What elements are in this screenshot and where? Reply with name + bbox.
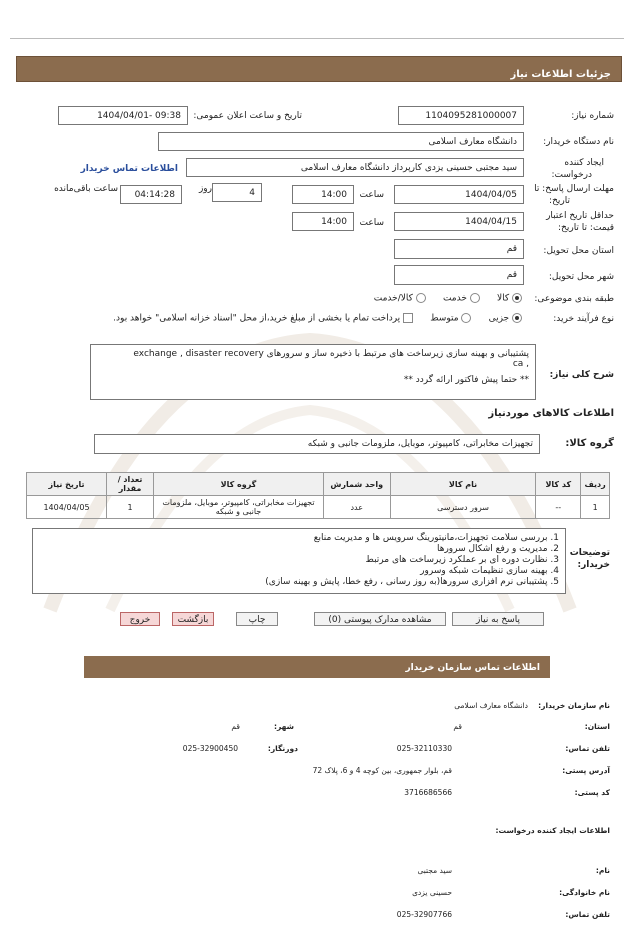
need-number-field: 1104095281000007 <box>398 106 524 125</box>
need-number-label: شماره نیاز: <box>571 111 614 121</box>
validity-date-field: 1404/04/15 <box>394 212 524 231</box>
creator-field: سید مجتبی حسینی یزدی کارپرداز دانشگاه معارف اسلامی <box>186 158 524 177</box>
radio-goods[interactable] <box>512 293 522 303</box>
contact-fax: 025-32900450 <box>182 744 238 753</box>
view-attachments-button[interactable]: مشاهده مدارک پیوستی (0) <box>314 612 446 626</box>
radio-goods-service[interactable] <box>416 293 426 303</box>
days-field: 4 <box>212 183 262 202</box>
day-label: روز <box>198 184 212 194</box>
goods-group-label: گروه کالا: <box>565 438 614 449</box>
col-code: کد کالا <box>536 473 581 496</box>
description-box <box>90 344 536 400</box>
radio-goods-service-label: کالا/خدمت <box>373 293 413 304</box>
respond-button[interactable]: پاسخ به نیاز <box>452 612 544 626</box>
cell-date: 1404/04/05 <box>27 496 107 519</box>
description-line-1: پشتیبانی و بهینه سازی زیرساخت های مرتبط با ذخیره ساز و سرورهای exchange , disaster recovery <box>133 349 529 359</box>
buyer-note-1: 1. بررسی سلامت تجهیزات،مانیتورینگ سرویس ها و مدیریت منابع <box>313 533 559 543</box>
announce-label: تاریخ و ساعت اعلان عمومی: <box>193 111 302 121</box>
col-row: ردیف <box>581 473 610 496</box>
contact-address-label: آدرس پستی: <box>562 766 610 775</box>
buyer-org-field: دانشگاه معارف اسلامی <box>158 132 524 151</box>
creator-family-label: نام خانوادگی: <box>559 888 610 897</box>
description-label: شرح کلی نیاز: <box>549 370 614 380</box>
contact-phone-label: تلفن تماس: <box>565 744 610 753</box>
creator-name-label: نام: <box>595 866 610 875</box>
announce-field: 1404/04/01- 09:38 <box>58 106 188 125</box>
deadline-label-1: مهلت ارسال پاسخ: تا <box>534 184 614 194</box>
goods-table <box>26 472 610 519</box>
radio-service-label: خدمت <box>442 293 467 304</box>
radio-partial-label: جزیی <box>488 313 510 324</box>
back-button[interactable]: بازگشت <box>172 612 214 626</box>
contact-postal-label: کد پستی: <box>574 788 610 797</box>
city-field: قم <box>394 265 524 285</box>
buyer-note-3: 3. نظارت دوره ای بر عملکرد زیرساخت های مرتبط <box>365 555 559 565</box>
buyer-notes-label-1: توضیحات <box>569 548 610 558</box>
category-options <box>374 293 522 304</box>
contact-address: قم، بلوار جمهوری، بین کوچه 4 و 6، پلاک 72 <box>312 766 452 775</box>
contact-section-header: اطلاعات تماس سازمان خریدار <box>84 656 550 678</box>
creator-family: حسینی یزدی <box>412 888 452 897</box>
creator-name: سید مجتبی <box>417 866 452 875</box>
cell-unit: عدد <box>323 496 390 519</box>
cell-group: تجهیزات مخابراتی، کامپیوتر، موبایل، ملزومات جانبی و شبکه <box>154 496 324 519</box>
col-group: گروه کالا <box>154 473 324 496</box>
cell-row: 1 <box>581 496 610 519</box>
cell-qty: 1 <box>107 496 154 519</box>
contact-org: دانشگاه معارف اسلامی <box>454 701 528 710</box>
contact-org-label: نام سازمان خریدار: <box>538 701 610 710</box>
radio-partial[interactable] <box>512 313 522 323</box>
buyer-note-4: 4. بهینه سازی تنظیمات شبکه وسرور <box>420 566 559 576</box>
contact-fax-label: دورنگار: <box>267 744 298 753</box>
description-line-3: ** حتما پیش فاکتور ارائه گردد ** <box>403 375 529 385</box>
payment-note: پرداخت تمام یا بخشی از مبلغ خرید،از محل "اسناد خزانه اسلامی" خواهد بود. <box>113 313 401 324</box>
print-button[interactable]: چاپ <box>236 612 278 626</box>
buyer-notes-label-2: خریدار: <box>577 560 610 570</box>
creator-label-1: ایجاد کننده <box>564 158 604 168</box>
validity-label-2: قیمت: تا تاریخ: <box>558 223 614 233</box>
buyer-note-2: 2. مدیریت و رفع اشکال سرورها <box>436 544 559 554</box>
process-label: نوع فرآیند خرید: <box>553 314 614 324</box>
validity-time-field: 14:00 <box>292 212 354 231</box>
cell-name: سرور دسترسی <box>390 496 536 519</box>
col-unit: واحد شمارش <box>323 473 390 496</box>
col-date: تاریخ نیاز <box>27 473 107 496</box>
radio-medium-label: متوسط <box>430 313 459 324</box>
page-header: جزئیات اطلاعات نیاز <box>16 56 622 82</box>
buyer-org-label: نام دستگاه خریدار: <box>543 137 614 147</box>
exit-button[interactable]: خروج <box>120 612 160 626</box>
category-label: طبقه بندی موضوعی: <box>534 294 614 304</box>
col-name: نام کالا <box>390 473 536 496</box>
treasury-checkbox[interactable] <box>403 313 413 323</box>
city-label: شهر محل تحویل: <box>548 272 614 282</box>
validity-time-label: ساعت <box>359 218 384 228</box>
validity-label-1: حداقل تاریخ اعتبار <box>546 211 614 221</box>
creator-label-2: درخواست: <box>551 170 592 180</box>
radio-medium[interactable] <box>461 313 471 323</box>
creator-phone-label: تلفن تماس: <box>565 910 610 919</box>
cell-code: -- <box>536 496 581 519</box>
buyer-notes-box <box>32 528 566 594</box>
remaining-time-field: 04:14:28 <box>120 185 182 204</box>
contact-province-label: استان: <box>584 722 610 731</box>
deadline-time-label: ساعت <box>359 190 384 200</box>
deadline-label-2: تاریخ: <box>549 196 570 206</box>
creator-phone: 025-32907766 <box>396 910 452 919</box>
contact-postal: 3716686566 <box>404 788 452 797</box>
description-line-2: ca , <box>512 359 529 369</box>
buyer-contact-link[interactable]: اطلاعات تماس خریدار <box>80 164 178 174</box>
radio-goods-label: کالا <box>496 293 510 304</box>
deadline-date-field: 1404/04/05 <box>394 185 524 204</box>
radio-service[interactable] <box>470 293 480 303</box>
process-options <box>113 313 522 324</box>
contact-phone: 025-32110330 <box>396 744 452 753</box>
contact-province: قم <box>453 722 462 731</box>
top-divider <box>10 38 624 39</box>
goods-table-header <box>27 473 610 496</box>
creator-info-title: اطلاعات ایجاد کننده درخواست: <box>495 826 610 835</box>
table-row <box>27 496 610 519</box>
deadline-time-field: 14:00 <box>292 185 354 204</box>
contact-city: قم <box>231 722 240 731</box>
province-label: استان محل تحویل: <box>543 246 614 256</box>
contact-city-label: شهر: <box>274 722 294 731</box>
province-field: قم <box>394 239 524 259</box>
goods-group-field: تجهیزات مخابراتی، کامپیوتر، موبایل، ملزومات جانبی و شبکه <box>94 434 540 454</box>
col-qty: تعداد / مقدار <box>107 473 154 496</box>
goods-section-title: اطلاعات کالاهای موردنیاز <box>488 408 614 419</box>
remaining-label: ساعت باقی‌مانده <box>54 184 118 194</box>
buyer-note-5: 5. پشتیبانی نرم افزاری سرورها(به روز رسانی ، رفع خطا، پایش و بهینه سازی) <box>265 577 559 587</box>
